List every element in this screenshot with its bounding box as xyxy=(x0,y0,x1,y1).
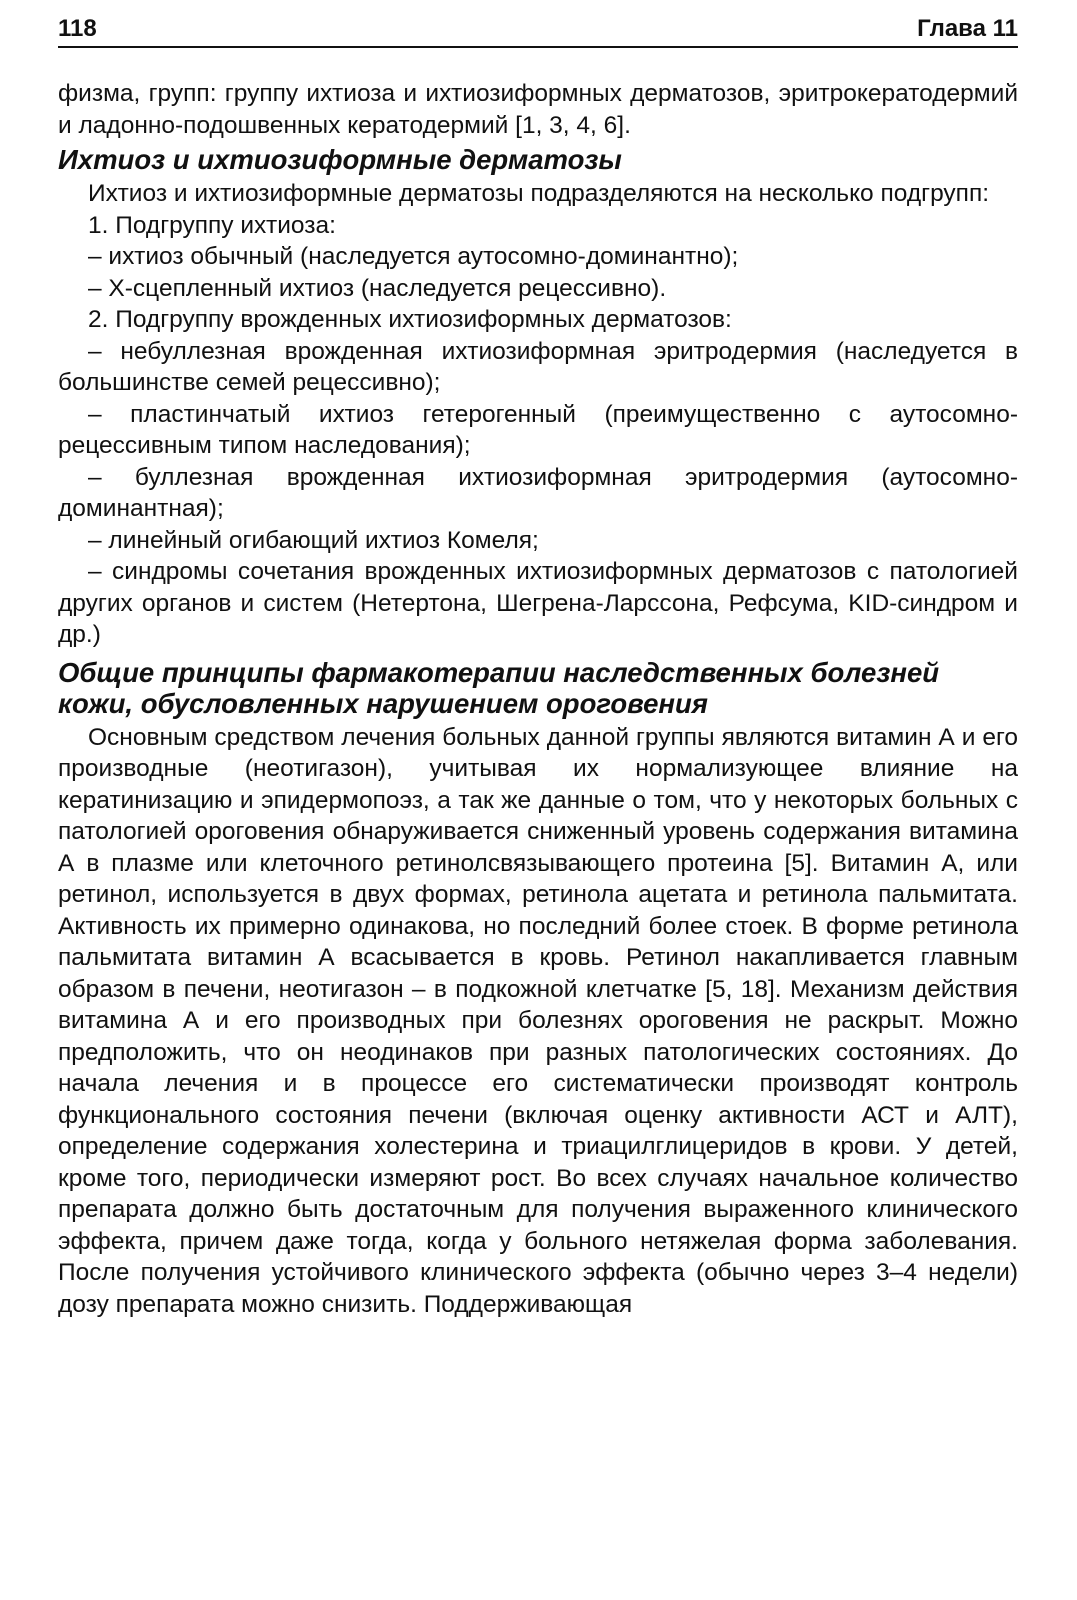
list-item: – ихтиоз обычный (наследуется аутосомно-доминантно); xyxy=(88,243,739,270)
continuation-paragraph: физма, групп: группу ихтиоза и ихтиозиформных дерматозов, эритрокератодермий и ладонно-подошвенных кератодермий [1, 3, 4, 6]. xyxy=(58,80,1018,139)
section-heading-ichthyosis: Ихтиоз и ихтиозиформные дерматозы xyxy=(58,144,622,175)
list-item: – буллезная врожденная ихтиозиформная эритродермия (аутосомно-доминантная); xyxy=(58,463,1018,522)
list-item: 2. Подгруппу врожденных ихтиозиформных дерматозов: xyxy=(88,306,732,333)
text-body xyxy=(58,78,1018,1320)
body-paragraph: Основным средством лечения больных данной группы являются витамин А и его производные (неотигазон), учитывая их нормализующее влияние на кератинизацию и эпидермопоэз, а так же данные о том, что у некоторых больных с патологией ороговения обнаруживается сниженный уровень содержания витамина А в плазме или клеточного ретинолсвязывающего протеина [5]. Витамин А, или ретинол, используется в двух формах, ретинола ацетата и ретинола пальмитата. Активность их примерно одинакова, но последний более стоек. В форме ретинола пальмитата витамин А всасывается в кровь. Ретинол накапливается главным образом в печени, неотигазон – в подкожной клетчатке [5, 18]. Механизм действия витамина А и его производных при болезнях ороговения не раскрыт. Можно предположить, что он неодинаков при разных патологических состояниях. До начала лечения и в процессе его систематически производят контроль функционального состояния печени (включая оценку активности АСТ и АЛТ), определение содержания холестерина и триацилглицеридов в крови. У детей, кроме того, периодически измеряют рост. Во всех случаях начальное количество препарата должно быть достаточным для получения выраженного клинического эффекта, причем даже тогда, когда у больного нетяжелая форма заболевания. После получения устойчивого клинического эффекта (обычно через 3–4 недели) дозу препарата можно снизить. Поддерживающая xyxy=(58,723,1018,1318)
section-heading-pharmacotherapy: Общие принципы фармакотерапии наследственных болезней кожи, обусловленных нарушением ороговения xyxy=(58,656,940,719)
list-item: – Х-сцепленный ихтиоз (наследуется рецессивно). xyxy=(88,274,667,302)
list-item: – небуллезная врожденная ихтиозиформная эритродермия (наследуется в большинстве семей рецессивно); xyxy=(58,337,1018,396)
list-item: – синдромы сочетания врожденных ихтиозиформных дерматозов с патологией других органов и систем (Нетертона, Шегрена-Ларссона, Рефсума, KID-синдром и др.) xyxy=(58,558,1018,648)
list-item: 1. Подгруппу ихтиоза: xyxy=(88,211,336,239)
page-number: 118 xyxy=(58,15,97,42)
running-head xyxy=(58,14,1018,48)
chapter-title: Глава 11 xyxy=(917,15,1018,42)
list-item: – пластинчатый ихтиоз гетерогенный (преимущественно с аутосомно-рецессивным типом наследования); xyxy=(58,400,1018,459)
list-item: – линейный огибающий ихтиоз Комеля; xyxy=(88,526,539,554)
book-page xyxy=(58,14,1018,1320)
section-lead-paragraph: Ихтиоз и ихтиозиформные дерматозы подразделяются на несколько подгрупп: xyxy=(88,180,990,207)
